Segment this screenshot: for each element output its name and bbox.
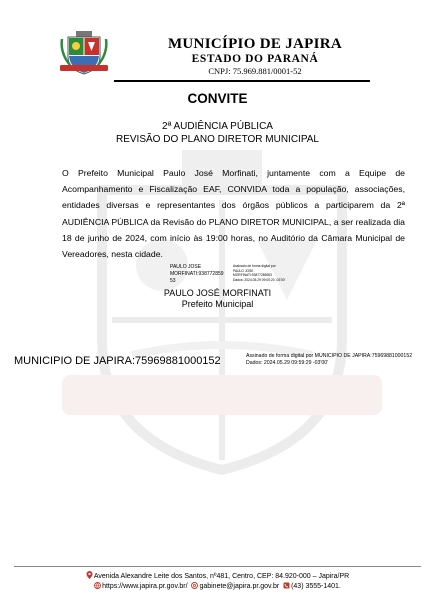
phone-icon [283, 582, 290, 589]
phone-text: (43) 3555-1401. [291, 583, 341, 590]
crest-emblem-icon [60, 31, 108, 77]
footer-address [0, 571, 435, 580]
signer-role: Prefeito Municipal [181, 299, 254, 309]
location-pin-icon [86, 571, 93, 579]
municipality-name: MUNICÍPIO DE JAPIRA [167, 36, 343, 52]
cnpj-number: CNPJ: 75.969.881/0001-52 [208, 66, 302, 76]
subtitle-line-1: 2ª AUDIÊNCIA PÚBLICA [162, 121, 273, 132]
document-title: CONVITE [187, 91, 248, 106]
digital-signature-meta: Assinado de forma digital por MUNICIPIO DE JAPIRA:75969881000152 Dados: 2024.05.29 09:59:29 -03'00' [246, 353, 413, 366]
signer-name: PAULO JOSÉ MORFINATI [163, 288, 272, 298]
email-link[interactable]: gabinete@japira.pr.gov.br [199, 583, 280, 590]
small-signature-name: PAULO JOSE MORFINATI:938772859 53 [170, 264, 224, 284]
website-link[interactable]: https://www.japira.pr.gov.br/ [102, 583, 188, 590]
footer-divider [14, 566, 421, 567]
state-name: ESTADO DO PARANÁ [191, 53, 319, 65]
address-text: Avenida Alexandre Leite dos Santos, nº481, Centro, CEP: 84.920-000 – Japira/PR [93, 573, 350, 580]
invitation-body: O Prefeito Municipal Paulo José Morfinati, juntamente com a Equipe de Acompanhamento e Fiscalização EAF, CONVIDA toda a população, associações, entidades diversas e representantes dos órgãos públicos a participarem da 2ª AUDIÊNCIA PÚBLICA da Revisão do PLANO DIRETOR MUNICIPAL, a ser realizada dia 18 de junho de 2024, com início às 19:00 horas, no Auditório da Câmara Municipal de Vereadores, nesta cidade. [62, 168, 405, 260]
small-signature-meta: Assinado de forma digital por PAULO JOSE MORFINATI:93877285953 Dados: 2024.05.29 09:00:20 -03'00' [233, 264, 286, 282]
email-icon [191, 582, 198, 589]
header-divider [114, 80, 370, 82]
subtitle-line-2: REVISÃO DO PLANO DIRETOR MUNICIPAL [115, 134, 319, 145]
footer-contacts [0, 582, 435, 590]
letterhead [150, 36, 360, 77]
globe-icon [94, 582, 101, 589]
digital-signature-name: MUNICIPIO DE JAPIRA:75969881000152 [14, 355, 221, 367]
